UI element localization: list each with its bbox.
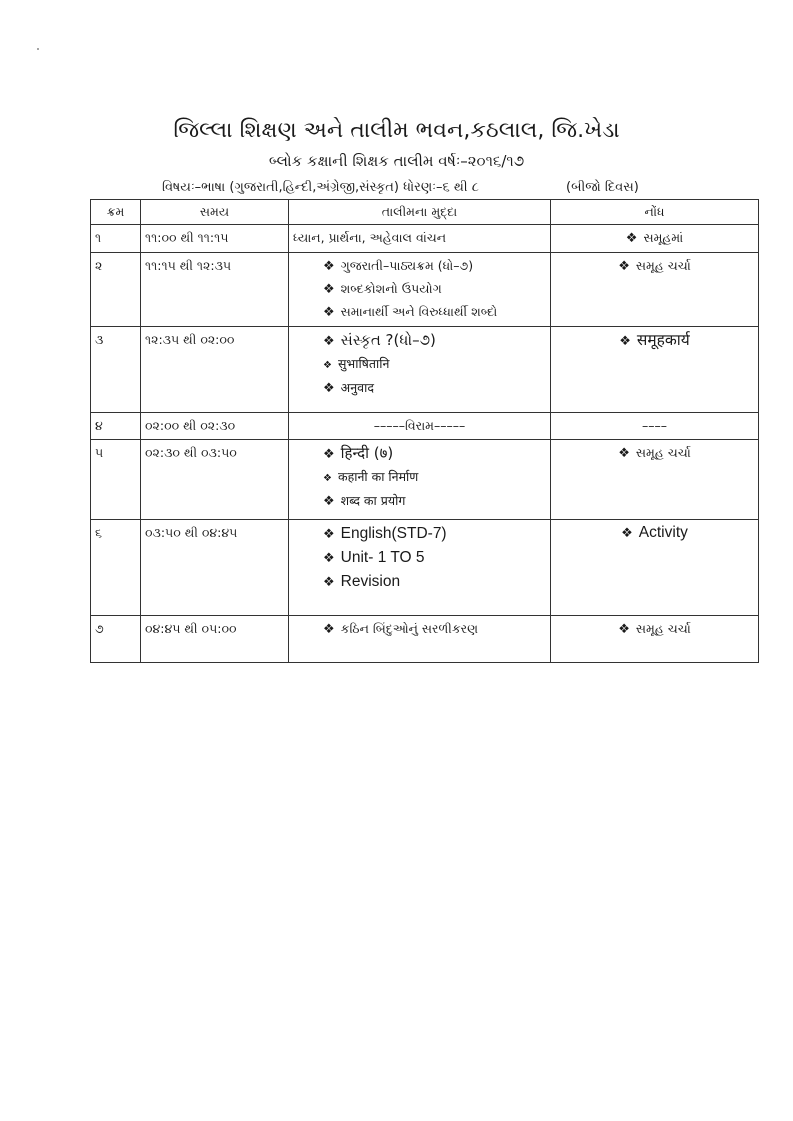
topic-item: ❖ કઠિન બિંદુઓનું સરળીકરણ (323, 621, 479, 637)
bullet-diamond-icon: ❖ (323, 494, 335, 509)
row-note (551, 520, 759, 616)
scan-speck (37, 48, 39, 50)
bullet-diamond-icon: ❖ (619, 334, 631, 349)
header-no: ક્રમ (91, 200, 141, 225)
row-time: ૦૨:૦૦ થી ૦૨:૩૦ (141, 413, 289, 440)
topic-item: ❖ શબ્દકોશનો ઉપયોગ (323, 281, 442, 297)
row-number: ૪ (91, 413, 141, 440)
table-row (91, 440, 759, 520)
row-topics (289, 520, 551, 616)
bullet-diamond-icon: ❖ (323, 447, 335, 462)
row-topics (289, 413, 551, 440)
bullet-diamond-icon: ❖ (323, 622, 335, 637)
topic-item: ❖ हिन्दी (७) (323, 444, 394, 462)
row-note (551, 225, 759, 253)
row-number: ૬ (91, 520, 141, 616)
bullet-diamond-icon: ❖ (618, 259, 630, 274)
row-note (551, 327, 759, 413)
note-item: ❖ Activity (621, 524, 688, 541)
table-row (91, 616, 759, 663)
training-schedule-table (90, 199, 759, 663)
header-time: સમય (141, 200, 289, 225)
row-note (551, 616, 759, 663)
table-row (91, 520, 759, 616)
row-time: ૦૩:૫૦ થી ૦૪:૪૫ (141, 520, 289, 616)
topic-item: ❖ सुभाषितानि (323, 356, 390, 371)
row-topics (289, 616, 551, 663)
bullet-diamond-icon: ❖ (323, 259, 335, 274)
break-label: –––––વિરામ––––– (373, 418, 466, 433)
bullet-diamond-icon: ❖ (625, 231, 638, 246)
row-number: ૫ (91, 440, 141, 520)
row-number: ૨ (91, 253, 141, 327)
bullet-diamond-icon: ❖ (323, 334, 335, 349)
topic-item: ❖ अनुवाद (323, 380, 374, 396)
topic-text: ધ્યાન, પ્રાર્થના, અહેવાલ વાંચન (293, 230, 447, 245)
row-note (551, 413, 759, 440)
topic-item: ❖ સંસ્કૃત ?(ધો–૭) (323, 331, 436, 349)
day-label: (બીજો દિવસ) (566, 180, 639, 195)
row-topics (289, 253, 551, 327)
row-note (551, 440, 759, 520)
row-topics (289, 225, 551, 253)
header-note: નોંધ (551, 200, 759, 225)
note-item: ❖ સમૂહ ચર્ચા (618, 621, 691, 637)
header-topics: તાલીમના મુદ્દા (289, 200, 551, 225)
bullet-diamond-icon: ❖ (618, 622, 630, 637)
bullet-diamond-icon: ❖ (323, 360, 332, 371)
note-item: ❖ સમૂહ ચર્ચા (618, 258, 691, 274)
topic-item: ❖ कहानी का निर्माण (323, 469, 419, 484)
table-header-row (91, 200, 759, 225)
topic-item: ❖ Unit- 1 TO 5 (323, 549, 425, 566)
bullet-diamond-icon: ❖ (323, 473, 332, 484)
table-row (91, 327, 759, 413)
document-title: જિલ્લા શિક્ષણ અને તાલીમ ભવન,કઠલાલ, જિ.ખેડા (173, 118, 620, 143)
row-number: ૩ (91, 327, 141, 413)
table-row (91, 413, 759, 440)
topic-item: ❖ Revision (323, 573, 401, 590)
topic-item: ❖ ગુજરાતી–પાઠ્યક્રમ (ધો–૭) (323, 258, 474, 274)
row-time: ૦૪:૪૫ થી ૦૫:૦૦ (141, 616, 289, 663)
topic-item: ❖ English(STD-7) (323, 525, 447, 542)
row-time: ૧૧:૧૫ થી ૧૨:૩૫ (141, 253, 289, 327)
row-time: ૦૨:૩૦ થી ૦૩:૫૦ (141, 440, 289, 520)
bullet-diamond-icon: ❖ (323, 381, 335, 396)
row-time: ૧૨:૩૫ થી ૦૨:૦૦ (141, 327, 289, 413)
note-item: ❖ સમૂહ ચર્ચા (618, 445, 691, 461)
topic-item: ❖ शब्द का प्रयोग (323, 493, 406, 509)
row-time: ૧૧:૦૦ થી ૧૧:૧૫ (141, 225, 289, 253)
document-subtitle: બ્લોક કક્ષાની શિક્ષક તાલીમ વર્ષઃ–૨૦૧૬/૧૭ (268, 152, 525, 170)
bullet-diamond-icon: ❖ (621, 525, 633, 540)
note-dash: –––– (642, 418, 667, 433)
row-number: ૧ (91, 225, 141, 253)
row-topics (289, 327, 551, 413)
subject-line: વિષયઃ–ભાષા (ગુજરાતી,હિન્દી,અંગ્રેજી,સંસ્કૃત) ધોરણઃ–૬ થી ૮ (162, 180, 479, 195)
note-item: ❖ સમૂહમાં (625, 230, 684, 246)
table-row (91, 225, 759, 253)
bullet-diamond-icon: ❖ (323, 550, 335, 565)
bullet-diamond-icon: ❖ (618, 446, 630, 461)
bullet-diamond-icon: ❖ (323, 282, 335, 297)
bullet-diamond-icon: ❖ (323, 526, 335, 541)
row-topics (289, 440, 551, 520)
table-row (91, 253, 759, 327)
row-number: ૭ (91, 616, 141, 663)
bullet-diamond-icon: ❖ (323, 574, 335, 589)
note-item: ❖ समूहकार्य (619, 331, 690, 349)
bullet-diamond-icon: ❖ (323, 305, 335, 320)
row-note (551, 253, 759, 327)
topic-item: ❖ સમાનાર્થી અને વિરુધ્ધાર્થી શબ્દો (323, 304, 498, 320)
